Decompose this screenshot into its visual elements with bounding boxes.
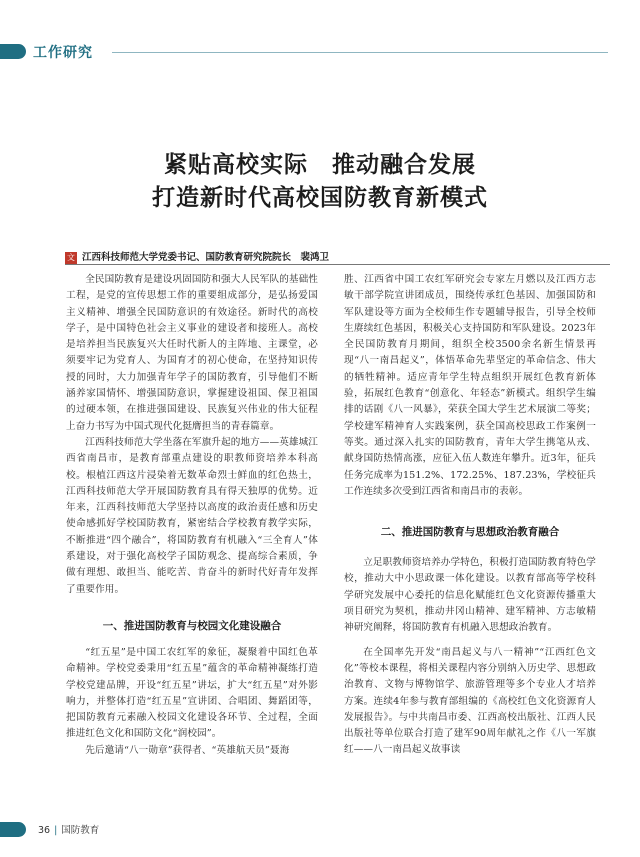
journal-name: 国防教育 [61,825,100,836]
paragraph: “红五星”是中国工农红军的象征，凝聚着中国红色革命精神。学校党委秉用“红五星”蕴含的革命精神凝练打造学校党建品牌，开设“红五星”讲坛，扩大“红五星”对外影响力，并整体打造“红五星”宣讲团、合唱团、舞蹈团等，把国防教育元素融入校园文化建设各环节、全过程，全面推进红色文化和国防文化“润校园”。 [66,646,318,740]
author-badge: 文 [67,253,75,262]
article-title-line1: 紧贴高校实际 推动融合发展 [164,152,476,178]
footer [38,822,99,836]
section-label: 工作研究 [33,45,93,61]
footer-separator: | [54,825,58,836]
page-number: 36 [38,825,51,836]
author-line [65,249,329,264]
paragraph: 先后邀请“八一勋章”获得者、“英雄航天员”聂海 [85,744,290,756]
section-heading: 一、推进国防教育与校园文化建设融合 [102,619,282,632]
header-divider [112,52,608,53]
author-text: 江西科技师范大学党委书记、国防教育研究院院长 裴鸿卫 [82,252,330,263]
paragraph: 立足职教师资培养办学特色，积极打造国防教育特色学校，推动大中小思政课一体化建设。以教育部高等学校科学研究发展中心委托的信息化赋能红色文化资源传播重大项目研究为契机，推动井冈山精神、建军精神、方志敏精神研究阐释，将国防教育有机融入思想政治教育。 [344,557,596,634]
paragraph: 全民国防教育是建设巩固国防和强大人民军队的基础性工程，是党的宣传思想工作的重要组成部分，是弘扬爱国主义精神、增强全民国防意识的有效途径。新时代的高校学子，是中国特色社会主义事业的建设者和接班人。高校是培养担当民族复兴大任时代新人的主阵地、主课堂，必须要牢记为党育人、为国育才的初心使命，在坚持知识传授的同时，大力加强青年学子的国防教育，引导他们不断涵养家国情怀、增强国防意识，掌握建设祖国、保卫祖国的过硬本领，在推进强国建设、民族复兴伟业的伟大征程上奋力书写为中国式现代化挺膺担当的青春篇章。 [66,274,318,432]
section-marker [0,44,26,59]
footer-marker [0,822,26,837]
left-column [66,272,318,759]
paragraph: 胜、江西省中国工农红军研究会专家左月燃以及江西方志敏干部学院宣讲团成员，围绕传承红色基因、加强国防和军队建设等方面为全校师生作专题辅导报告，引导全校师生赓续红色基因，积极关心支持国防和军队建设。2023年全民国防教育月期间，组织全校3500余名新生情景再现“八一南昌起义”，体悟革命先辈坚定的革命信念、伟大的牺牲精神。适应青年学生特点组织开展红色教育新体验，拓展红色教育“创意化、年轻态”新模式。组织学生编排的话剧《八一风暴》，荣获全国大学生艺术展演二等奖；学校建军精神育人实践案例，获全国高校思政工作案例一等奖。通过深入扎实的国防教育，青年大学生携笔从戎、献身国防热情高涨，应征入伍人数连年攀升。近3年，征兵任务完成率为151.2%、172.25%、187.23%，学校征兵工作连续多次受到江西省和南昌市的表彰。 [344,274,596,497]
section-heading: 二、推进国防教育与思想政治教育融合 [380,526,560,539]
right-column [344,272,596,759]
article-title-line2: 打造新时代高校国防教育新模式 [152,185,488,211]
author-divider [65,264,610,265]
paragraph: 在全国率先开发“南昌起义与八一精神”“江西红色文化”等校本课程，将相关课程内容分别纳入历史学、思想政治教育、文物与博物馆学、旅游管理等多个专业人才培养方案。连续4年参与教育部组编的《高校红色文化资源育人发展报告》。与中共南昌市委、江西高校出版社、江西人民出版社等单位联合打造了建军90周年献礼之作《八一军旗红——八一南昌起义故事读 [344,646,596,756]
paragraph: 江西科技师范大学坐落在军旗升起的地方——英雄城江西省南昌市，是教育部重点建设的职教师资培养本科高校。根植江西这片浸染着无数革命烈士鲜血的红色热土，江西科技师范大学开展国防教育具有得天独厚的优势。近年来，江西科技师范大学坚持以高度的政治责任感和历史使命感抓好学校国防教育，紧密结合学校教育教学实际，不断推进“四个融合”，将国防教育有机融入“三全育人”体系建设，对于强化高校学子国防观念、提高综合素质，争做有理想、敢担当、能吃苦、肯奋斗的新时代好青年发挥了重要作用。 [66,436,318,595]
